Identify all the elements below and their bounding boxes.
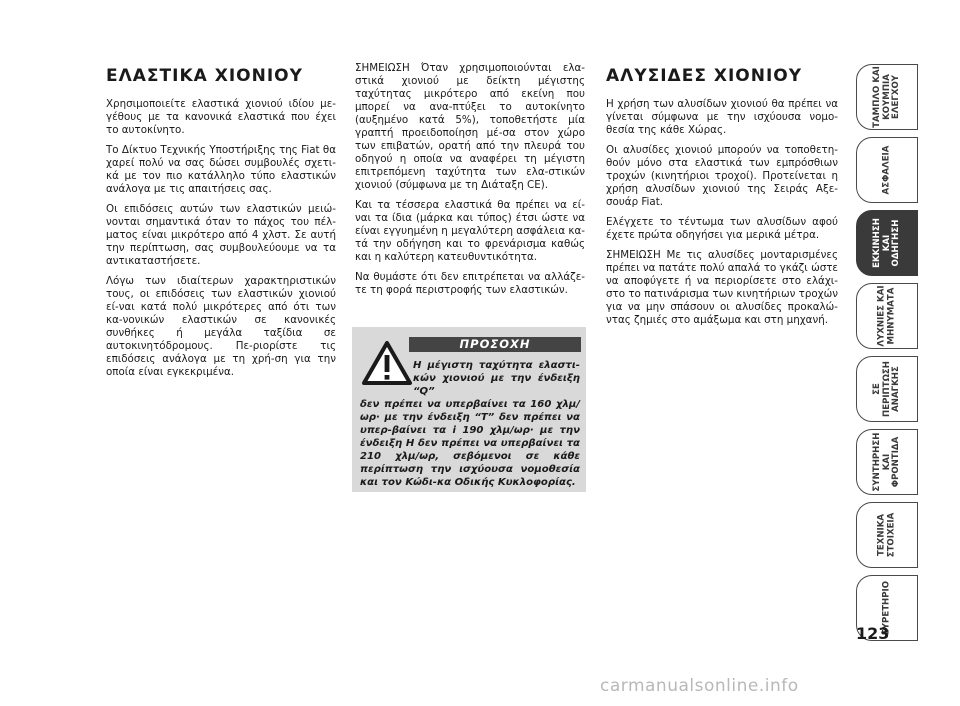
paragraph: Οι επιδόσεις αυτών των ελαστικών μειώ-νονται σημαντικά όταν το πάχος του πέλ-ματος είναι μικρότερο από 4 χλστ. Σε αυτή την περίπτωση, σας συμβουλεύουμε να τα αντικαταστήσετε.	[106, 203, 336, 267]
tab-label: ΣΥΝΤΗΡΗΣΗ ΚΑΙ ΦΡΟΝΤΙΔΑ	[871, 432, 901, 492]
page-number: 123	[856, 624, 890, 643]
column-snow-tyres	[106, 62, 336, 386]
tab-safety[interactable]	[856, 137, 918, 203]
tab-label: ΕΥΡΕΤΗΡΙΟ	[881, 580, 892, 636]
tab-dashboard-controls[interactable]	[856, 64, 918, 130]
section-tabs	[856, 64, 920, 648]
warning-title: ΠΡΟΣΟΧΗ	[409, 337, 581, 352]
tab-label: ΣΕ ΠΕΡΙΠΤΩΣΗ ΑΝΑΓΚΗΣ	[871, 361, 901, 417]
warning-text-first: Η μέγιστη ταχύτητα ελαστι-κών χιονιού με την ένδειξη “Q”	[413, 360, 580, 397]
warning-text	[360, 359, 580, 489]
tab-technical-data[interactable]	[856, 502, 918, 568]
heading-snow-chains: ΑΛΥΣΙΔΕΣ ΧΙΟΝΙΟΥ	[606, 66, 803, 86]
watermark: carmanualsonline.info	[600, 676, 799, 696]
warning-box	[352, 327, 586, 492]
paragraph: Χρησιμοποιείτε ελαστικά χιονιού ιδίου με-γέθους με τα κανονικά ελαστικά που έχει το αυτοκίνητο.	[106, 98, 336, 136]
tab-label: ΛΥΧΝΙΕΣ ΚΑΙ ΜΗΝΥΜΑΤΑ	[876, 285, 896, 347]
paragraph: Ελέγχετε το τέντωμα των αλυσίδων αφού έχετε πρώτα οδηγήσει για μερικά μέτρα.	[606, 216, 838, 241]
tab-emergency[interactable]	[856, 356, 918, 422]
tab-maintenance-care[interactable]	[856, 429, 918, 495]
column-note	[355, 62, 585, 304]
paragraph: ΣΗΜΕΙΩΣΗ Όταν χρησιμοποιούνται ελα-στικά χιονιού με δείκτη μέγιστης ταχύτητας μικρότερο από εκείνη που μπορεί να ανα-πτύξει το αυτοκίνητο (αυξημένο κατά 5%), τοποθετήστε μία γραπτή προειδοποίηση μέ-σα στον χώρο των επιβατών, ορατή από την πλευρά του οδηγού η οποία να αναφέρει τη μέγιστη επιτρεπόμενη ταχύτητα των ελα-στικών χιονιού (σύμφωνα με τη Διάταξη CE).	[355, 62, 585, 191]
column-snow-chains	[606, 62, 838, 334]
tab-label: ΤΑΜΠΛΟ ΚΑΙ ΚΟΥΜΠΙΑ ΕΛΕΓΧΟΥ	[871, 66, 901, 128]
tab-label: ΤΕΧΝΙΚΑ ΣΤΟΙΧΕΙΑ	[876, 512, 896, 558]
tab-lights-messages[interactable]	[856, 283, 918, 349]
paragraph: Οι αλυσίδες χιονιού μπορούν να τοποθετη-θούν μόνο στα ελαστικά των εμπρόσθιων τροχών (κινητήριοι τροχοί). Προτείνεται η χρήση αλυσίδων χιονιού της Σειράς Αξε-σουάρ Fiat.	[606, 144, 838, 208]
paragraph: Η χρήση των αλυσίδων χιονιού θα πρέπει να γίνεται σύμφωνα με την ισχύουσα νομο-θεσία της κάθε Χώρας.	[606, 98, 838, 136]
paragraph: ΣΗΜΕΙΩΣΗ Με τις αλυσίδες μονταρισμένες πρέπει να πατάτε πολύ απαλά το γκάζι ώστε να αποφύγετε ή να περιορίσετε στο ελάχι-στο το πατινάρισμα των κινητήριων τροχών για να μην σπάσουν οι αλυσίδες προκαλώ-ντας ζημιές στο αμάξωμα και στη μηχανή.	[606, 249, 838, 326]
paragraph: Το Δίκτυο Τεχνικής Υποστήριξης της Fiat θα χαρεί πολύ να σας δώσει συμβουλές σχετι-κά με τον πιο κατάλληλο τύπο ελαστικών ανάλογα με τις απαιτήσεις σας.	[106, 144, 336, 195]
tab-label: ΑΣΦΑΛΕΙΑ	[881, 145, 892, 195]
paragraph: Λόγω των ιδιαίτερων χαρακτηριστικών τους, οι επιδόσεις των ελαστικών χιονιού εί-ναι κατά πολύ μικρότερες από ότι των κα-νονικών ελαστικών σε κανονικές συνθήκες ή μεγάλα ταξίδια σε αυτοκινητόδρομους. Πε-ριορίστε τις επιδόσεις ανάλογα με τη χρή-ση για την οποία είναι εγκεκριμένα.	[106, 275, 336, 378]
heading-snow-tyres: ΕΛΑΣΤΙΚΑ ΧΙΟΝΙΟΥ	[106, 66, 303, 86]
paragraph: Να θυμάστε ότι δεν επιτρέπεται να αλλάζε-τε τη φορά περιστροφής των ελαστικών.	[355, 271, 585, 296]
warning-text-body: δεν πρέπει να υπερβαίνει τα 160 χλμ/ωρ· με την ένδειξη “T” δεν πρέπει να υπερ-βαίνει τα i 190 χλμ/ωρ· με την ένδειξη Η δεν πρέπει να υπερβαίνει τα 210 χλμ/ωρ, σεβόμενοι σε κάθε περίπτωση την ισχύουσα νομοθεσία και τον Κώδι-κα Οδικής Κυκλοφορίας.	[360, 399, 580, 488]
tab-starting-driving[interactable]	[856, 210, 918, 276]
paragraph: Και τα τέσσερα ελαστικά θα πρέπει να εί-ναι τα ίδια (μάρκα και τύπος) έτσι ώστε να είναι εγγυημένη η μεγαλύτερη ασφάλεια κα-τά την οδήγηση και το φρενάρισμα καθώς και η καλύτερη κατευθυντικότητα.	[355, 199, 585, 263]
tab-label: ΕΚΚΙΝΗΣΗ ΚΑΙ ΟΔΗΓΗΣΗ	[871, 218, 901, 268]
